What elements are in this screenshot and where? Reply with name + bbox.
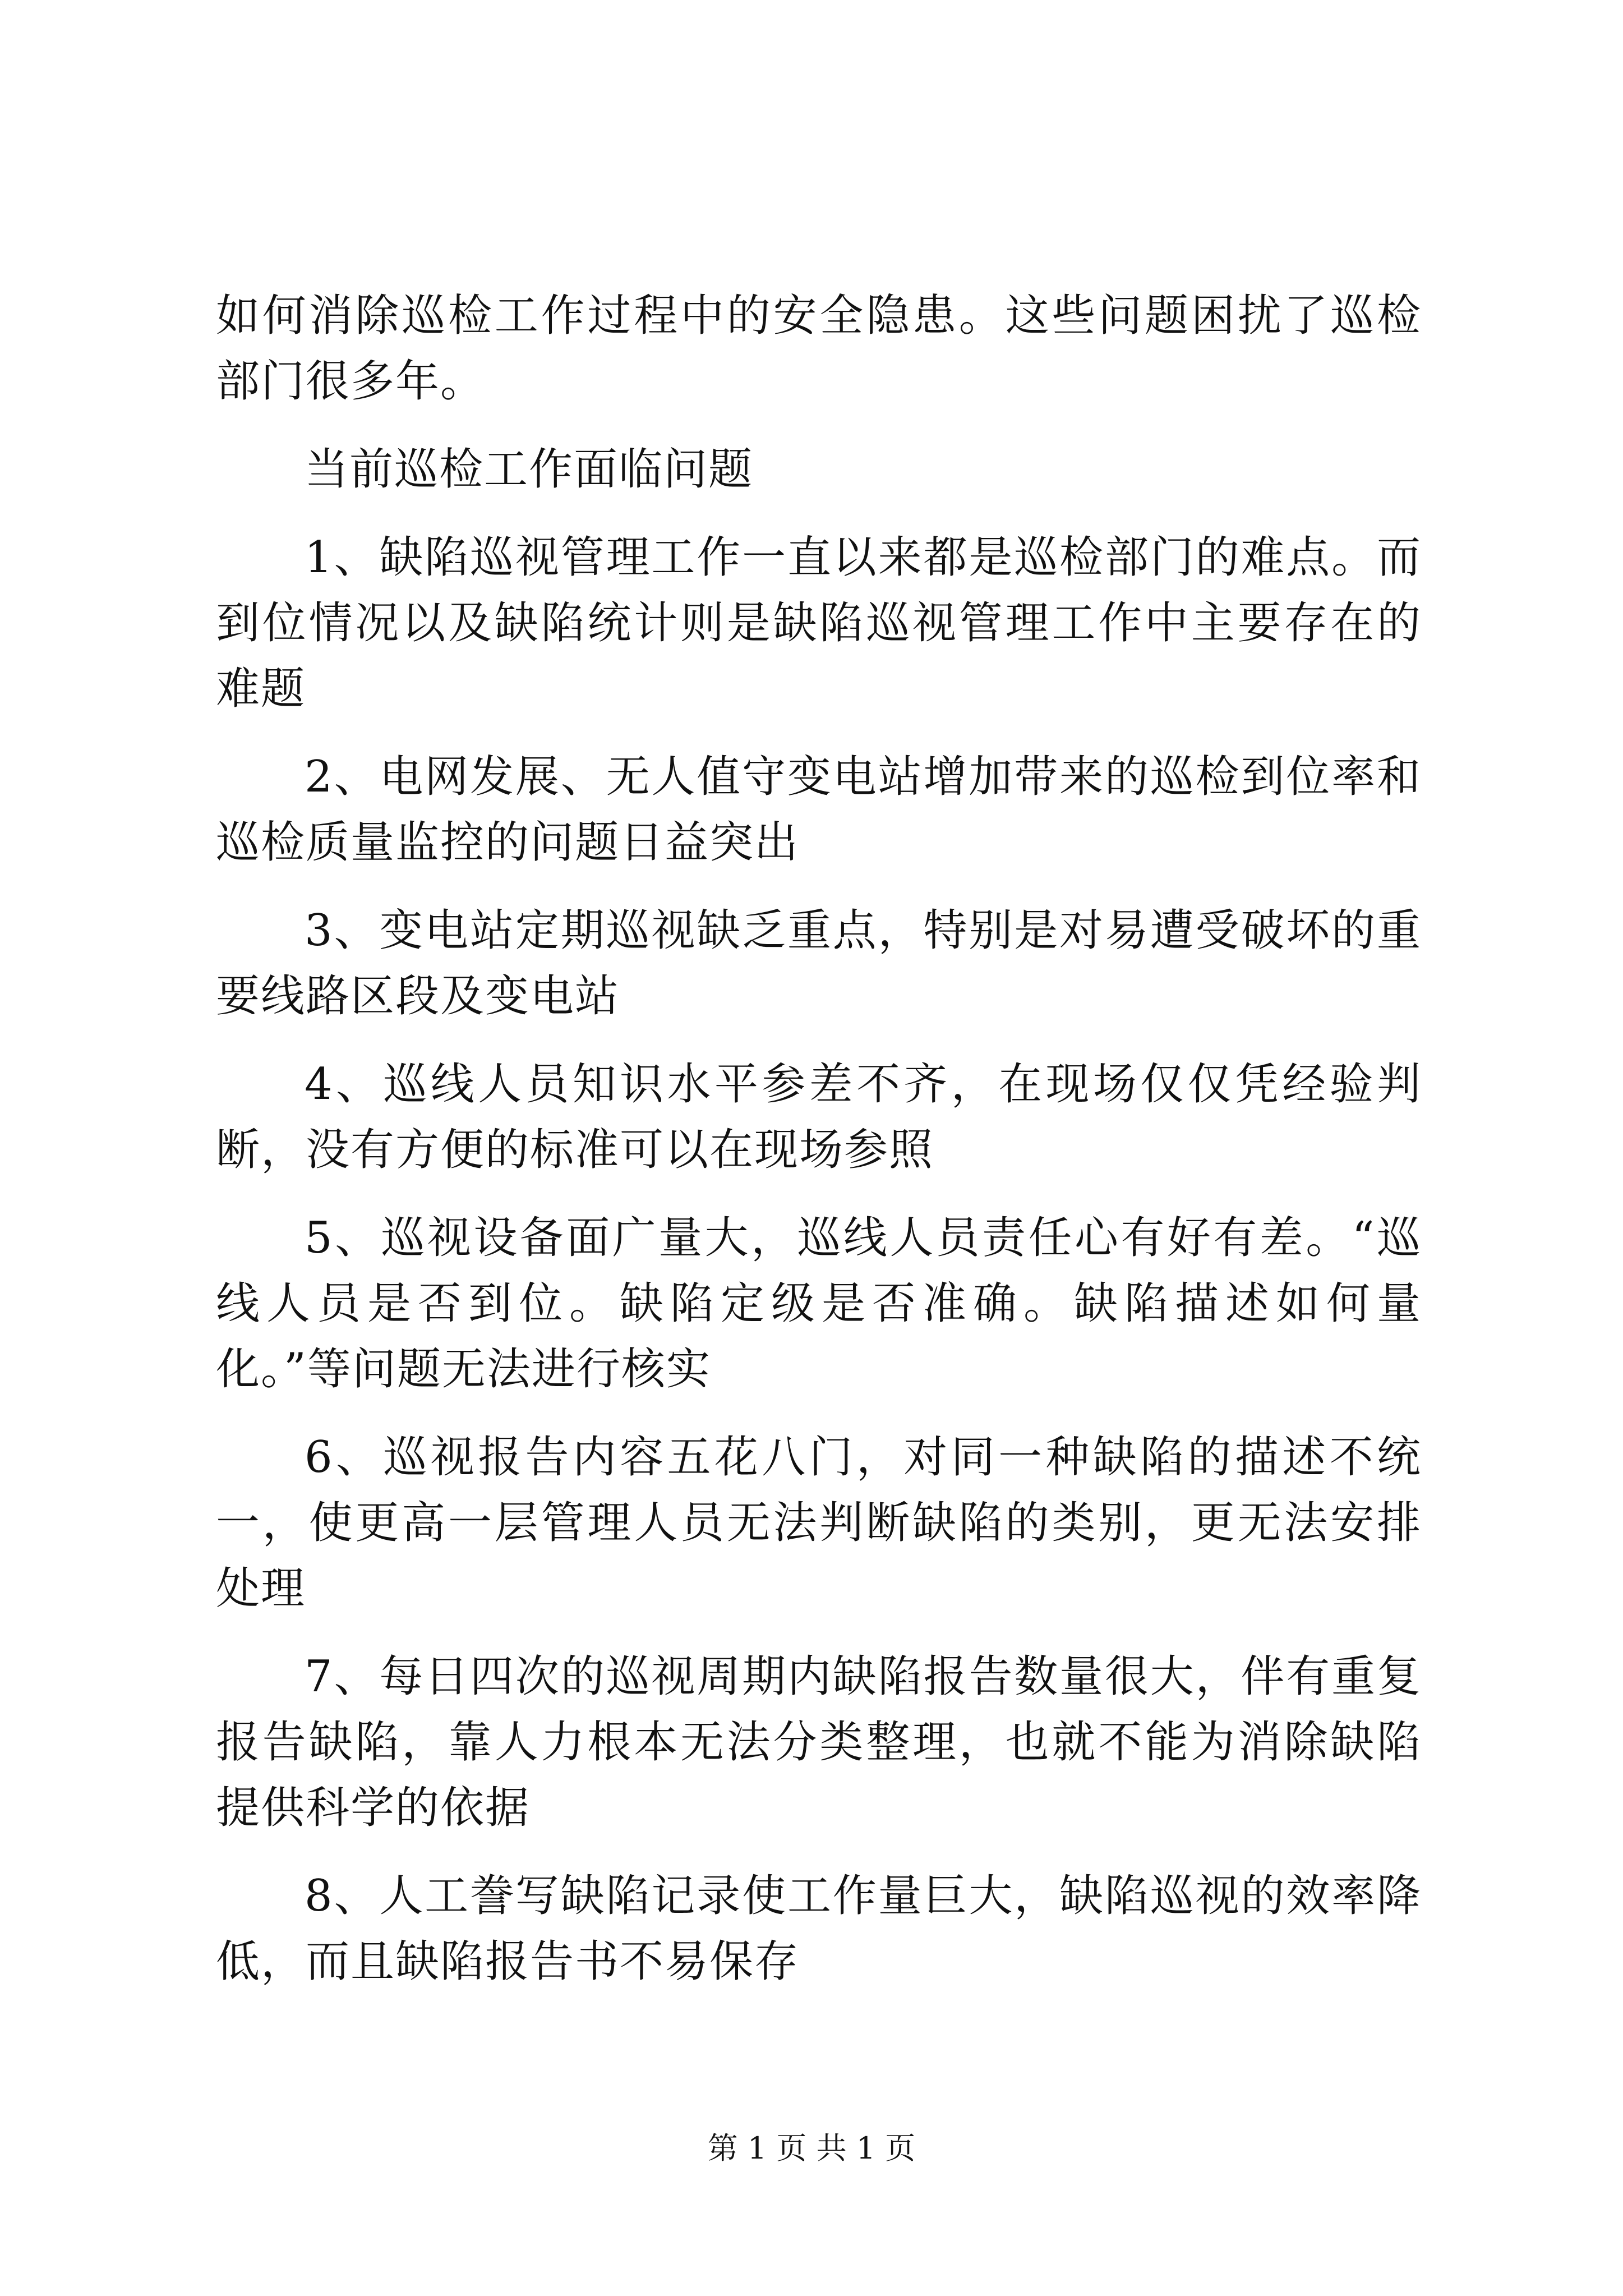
document-body bbox=[216, 283, 1422, 2017]
list-item-3: 3、变电站定期巡视缺乏重点，特别是对易遭受破坏的重要线路区段及变电站 bbox=[216, 905, 1422, 1022]
list-item-6: 6、巡视报告内容五花八门，对同一种缺陷的描述不统一，使更高一层管理人员无法判断缺陷的类别，更无法安排处理 bbox=[216, 1432, 1422, 1614]
list-item-5: 5、巡视设备面广量大，巡线人员责任心有好有差。“巡线人员是否到位。缺陷定级是否准确。缺陷描述如何量化。”等问题无法进行核实 bbox=[216, 1213, 1422, 1395]
list-item-8: 8、人工誊写缺陷记录使工作量巨大，缺陷巡视的效率降低，而且缺陷报告书不易保存 bbox=[216, 1871, 1422, 1987]
list-item-1: 1、缺陷巡视管理工作一直以来都是巡检部门的难点。而到位情况以及缺陷统计则是缺陷巡视管理工作中主要存在的难题 bbox=[216, 532, 1422, 714]
page-footer: 第 1 页 共 1 页 bbox=[707, 2131, 916, 2166]
paragraph-intro-continuation: 如何消除巡检工作过程中的安全隐患。这些问题困扰了巡检部门很多年。 bbox=[216, 291, 1422, 407]
section-heading: 当前巡检工作面临问题 bbox=[305, 444, 754, 495]
list-item-7: 7、每日四次的巡视周期内缺陷报告数量很大，伴有重复报告缺陷，靠人力根本无法分类整理，也就不能为消除缺陷提供科学的依据 bbox=[216, 1651, 1422, 1833]
list-item-2: 2、电网发展、无人值守变电站增加带来的巡检到位率和巡检质量监控的问题日益突出 bbox=[216, 752, 1422, 868]
list-item-4: 4、巡线人员知识水平参差不齐，在现场仅仅凭经验判断，没有方便的标准可以在现场参照 bbox=[216, 1059, 1422, 1175]
